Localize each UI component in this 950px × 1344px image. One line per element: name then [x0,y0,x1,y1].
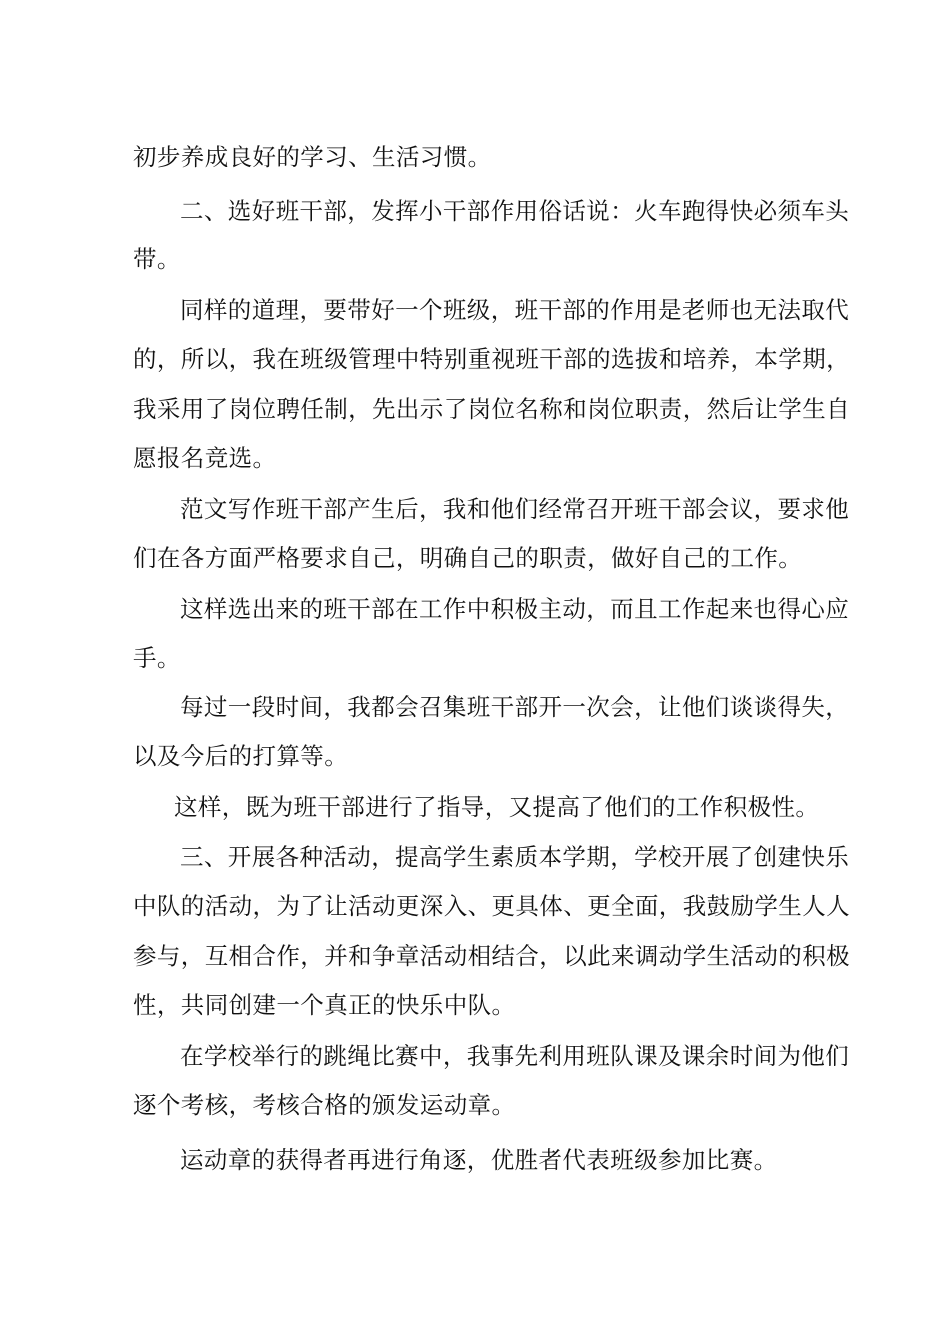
text-line: 们在各方面严格要求自己，明确自己的职责，做好自己的工作。 [133,544,803,572]
text-line: 中队的活动，为了让活动更深入、更具体、更全面，我鼓励学生人人 [133,892,850,920]
text-line: 二、选好班干部，发挥小干部作用俗话说：火车跑得快必须车头 [180,197,850,225]
text-line: 手。 [133,644,181,672]
text-line: 在学校举行的跳绳比赛中，我事先利用班队课及课余时间为他们 [180,1042,850,1070]
text-line: 逐个考核，考核合格的颁发运动章。 [133,1091,516,1119]
text-line: 我采用了岗位聘任制，先出示了岗位名称和岗位职责，然后让学生自 [133,395,850,423]
text-line: 参与，互相合作，并和争章活动相结合，以此来调动学生活动的积极 [133,942,850,970]
text-line: 以及今后的打算等。 [133,742,349,770]
text-line: 这样，既为班干部进行了指导，又提高了他们的工作积极性。 [174,793,820,821]
text-line: 范文写作班干部产生后，我和他们经常召开班干部会议，要求他 [180,495,850,523]
text-line: 愿报名竞选。 [133,444,277,472]
text-line: 这样选出来的班干部在工作中积极主动，而且工作起来也得心应 [180,595,850,623]
text-line: 运动章的获得者再进行角逐，优胜者代表班级参加比赛。 [180,1146,778,1174]
text-line: 同样的道理，要带好一个班级，班干部的作用是老师也无法取代 [180,296,850,324]
text-line: 每过一段时间，我都会召集班干部开一次会，让他们谈谈得失， [180,693,850,721]
text-line: 带。 [133,245,181,273]
text-line: 三、开展各种活动，提高学生素质本学期，学校开展了创建快乐 [180,843,850,871]
text-line: 的，所以，我在班级管理中特别重视班干部的选拔和培养，本学期， [133,345,850,373]
text-line: 初步养成良好的学习、生活习惯。 [133,143,492,171]
text-line: 性，共同创建一个真正的快乐中队。 [133,991,516,1019]
